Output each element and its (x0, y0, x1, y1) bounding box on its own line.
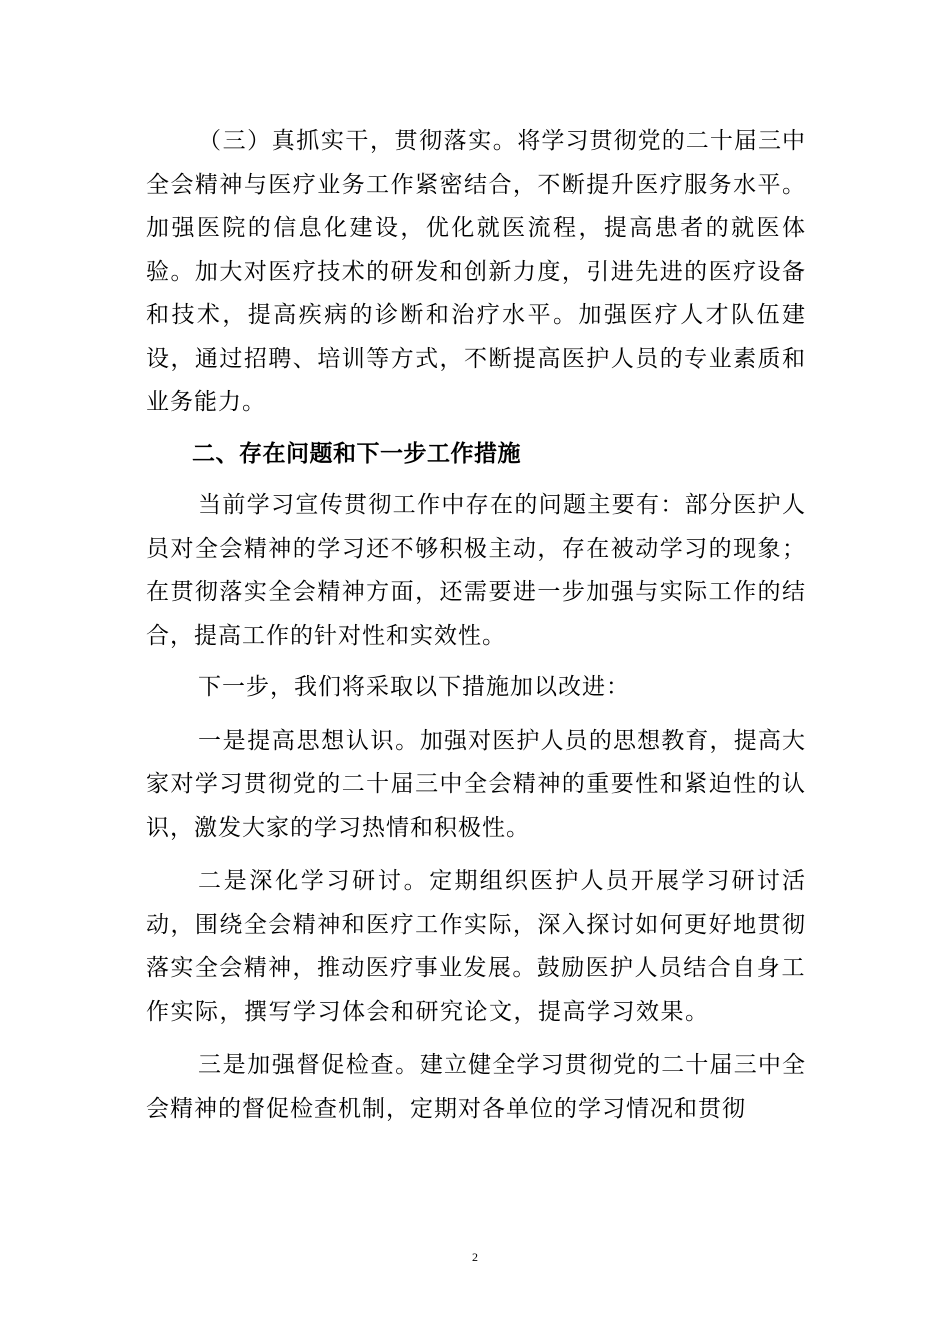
section-heading: 二、存在问题和下一步工作措施 (192, 440, 521, 467)
paragraph-text: 将学习贯彻党的二十届三中全会精神与医疗业务工作紧密结合，不断提升医疗服务水平。加强医院的信息化建设，优化就医流程，提高患者的就医体验。加大对医疗技术的研发和创新力度，引进先进的医疗设备和技术，提高疾病的诊断和治疗水平。加强医疗人才队伍建设，通过招聘、培训等方式，不断提高医护人员的专业素质和业务能力。 (146, 128, 806, 415)
paragraph-lead: 一是提高思想认识。 (198, 727, 420, 754)
paragraph-lead: 三是加强督促检查。 (198, 1052, 420, 1078)
document-body (146, 120, 806, 1131)
paragraph-practical-implementation (146, 120, 806, 425)
paragraph-text: 加强对医护人员的思想教育，提高大家对学习贯彻党的二十届三中全会精神的重要性和紧迫性的认识，激发大家的学习热情和积极性。 (146, 727, 807, 841)
paragraph-text: 建立健全学习贯彻党的二十届三中全会精神的督促检查机制，定期对各单位的学习情况和贯彻 (146, 1052, 807, 1122)
paragraph-lead: 二是深化学习研讨。 (198, 868, 430, 894)
page-number: 2 (472, 1250, 478, 1264)
paragraph-measure-three (146, 1044, 806, 1131)
paragraph-existing-problems: 当前学习宣传贯彻工作中存在的问题主要有：部分医护人员对全会精神的学习还不够积极主动，存在被动学习的现象；在贯彻落实全会精神方面，还需要进一步加强与实际工作的结合，提高工作的针对性和实效性。 (146, 492, 806, 649)
paragraph-next-steps-intro: 下一步，我们将采取以下措施加以改进： (198, 674, 630, 700)
paragraph-lead: （三）真抓实干，贯彻落实。 (198, 128, 518, 154)
paragraph-text: 定期组织医护人员开展学习研讨活动，围绕全会精神和医疗工作实际，深入探讨如何更好地贯彻落实全会精神，推动医疗事业发展。鼓励医护人员结合自 (146, 868, 807, 981)
paragraph-text-tail: 身工作实际，撰写学习体会和研究论文，提高学习效果。 (146, 955, 807, 1025)
paragraph-measure-two (146, 860, 806, 1034)
paragraph-measure-one (146, 720, 806, 851)
